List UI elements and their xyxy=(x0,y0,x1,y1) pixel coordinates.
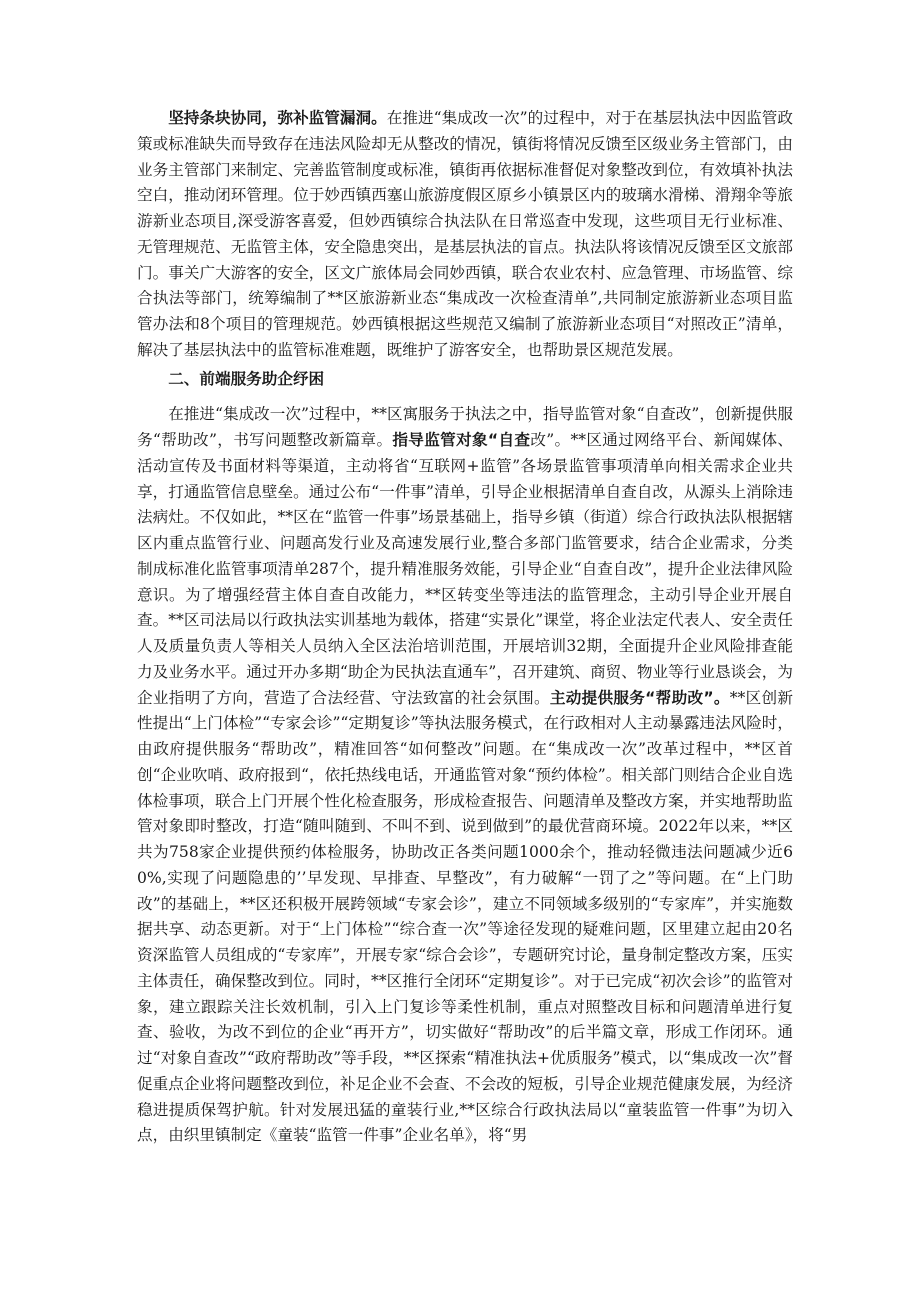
paragraph-body-help: **区创新性提出“上门体检”“专家会诊”“定期复诊”等执法服务模式，在行政相对人主动暴露违法风险时，由政府提供服务“帮助改”，精准回答“如何整改”问题。在“集成改一次”改革过程中，**区首创“企业吹哨、政府报到“，依托热线电话，开通监管对象“预约体检”。相关部门则结合企业自选体检事项，联合上门开展个性化检查服务，形成检查报告、问题清单及整改方案，并实地帮助监管对象即时整改，打造“随叫随到、不叫不到、说到做到”的最优营商环境。2022年以来，**区共为758家企业提供预约体检服务，协助改正各类问题1000余个，推动轻微违法问题减少近60%,实现了问题隐患的’’早发现、早排查、早整改”，有力破解“一罚了之”等问题。在“上门助改”的基础上，**区还积极开展跨领域“专家会诊”，建立不同领域多级别的“专家库”，并实施数据共享、动态更新。对于“上门体检”“综合查一次”等途径发现的疑难问题，区里建立起由20名资深监管人员组成的“专家库”，开展专家“综合会诊”，专题研究讨论，量身制定整改方案，压实主体责任，确保整改到位。同时，**区推行全闭环“定期复诊”。对于已完成“初次会诊”的监管对象，建立跟踪关注长效机制，引入上门复诊等柔性机制，重点对照整改目标和问题清单进行复查、验收，为改不到位的企业“再开方”，切实做好“帮助改”的后半篇文章，形成工作闭环。通过“对象自查改”“政府帮助改”等手段，**区探索“精准执法+优质服务”模式，以“集成改一次”督促重点企业将问题整改到位，补足企业不会查、不会改的短板，引导企业规范健康发展，为经济稳进提质保驾护航。针对发展迅猛的童装行业,**区综合行政执法局以“童装监管一件事”为切入点，由织里镇制定《童装“监管一件事”企业名单》，将“男 xyxy=(137,688,793,1145)
paragraph-body: 在推进“集成改一次”的过程中，对于在基层执法中因监管政策或标准缺失而导致存在违法风险却无从整改的情况，镇街将情况反馈至区级业务主管部门，由业务主管部门来制定、完善监管制度或标准，镇街再依据标准督促对象整改到位，有效填补执法空白，推动闭环管理。位于妙西镇西塞山旅游度假区原乡小镇景区内的玻璃水滑梯、滑翔伞等旅游新业态项目,深受游客喜爱，但妙西镇综合执法队在日常巡查中发现，这些项目无行业标准、无管理规范、无监管主体，安全隐患突出，是基层执法的盲点。执法队将该情况反馈至区文旅部门。事关广大游客的安全，区文广旅体局会同妙西镇，联合农业农村、应急管理、市场监管、综合执法等部门，统筹编制了**区旅游新业态“集成改一次检查清单”,共同制定旅游新业态项目监管办法和8个项目的管理规范。妙西镇根据这些规范又编制了旅游新业态项目“对照改正”清单，解决了基层执法中的监管标准难题，既维护了游客安全，也帮助景区规范发展。 xyxy=(137,109,793,359)
paragraph-lead: 坚持条块协同，弥补监管漏洞。 xyxy=(168,109,387,127)
paragraph-coordination xyxy=(137,106,793,364)
paragraph-lead-help: 主动提供服务“帮助改”。 xyxy=(549,688,730,707)
paragraph-intro: 在推进“集成改一次”过程中，**区寓服务于执法之中，指导监管对象“自查改”，创新提供服务“帮助改”，书写问题整改新篇章。 xyxy=(137,405,793,449)
section-heading: 二、前端服务助企纾困 xyxy=(168,369,325,388)
paragraph-body-self-check: 改”。**区通过网络平台、新闻媒体、活动宣传及书面材料等渠道，主动将省“互联网+监管”各场景监管事项清单向相关需求企业共享，打通监管信息壁垒。通过公布“一件事”清单，引导企业根据清单自查自改，从源头上消除违法病灶。不仅如此，**区在“监管一件事”场景基础上，指导乡镇（街道）综合行政执法队根据辖区内重点监管行业、问题高发行业及高速发展行业,整合多部门监管要求，结合企业需求，分类制成标准化监管事项清单287个，提升精准服务效能，引导企业“自查自改”，提升企业法律风险意识。为了增强经营主体自查自改能力，**区转变坐等违法的监管理念，主动引导企业开展自查。**区司法局以行政执法实训基地为载体，搭建“实景化”课堂，将企业法定代表人、安全责任人及质量负责人等相关人员纳入全区法治培训范围，开展培训32期，全面提升企业风险排查能力及业务水平。通过开办多期“助企为民执法直通车”，召开建筑、商贸、物业等行业恳谈会，为企业指明了方向，营造了合法经营、守法致富的社会氛围。 xyxy=(137,431,794,707)
paragraph-lead-self-check: 指导监管对象“自查 xyxy=(392,431,531,449)
paragraph-service xyxy=(137,402,793,1149)
document-page xyxy=(137,106,793,1149)
